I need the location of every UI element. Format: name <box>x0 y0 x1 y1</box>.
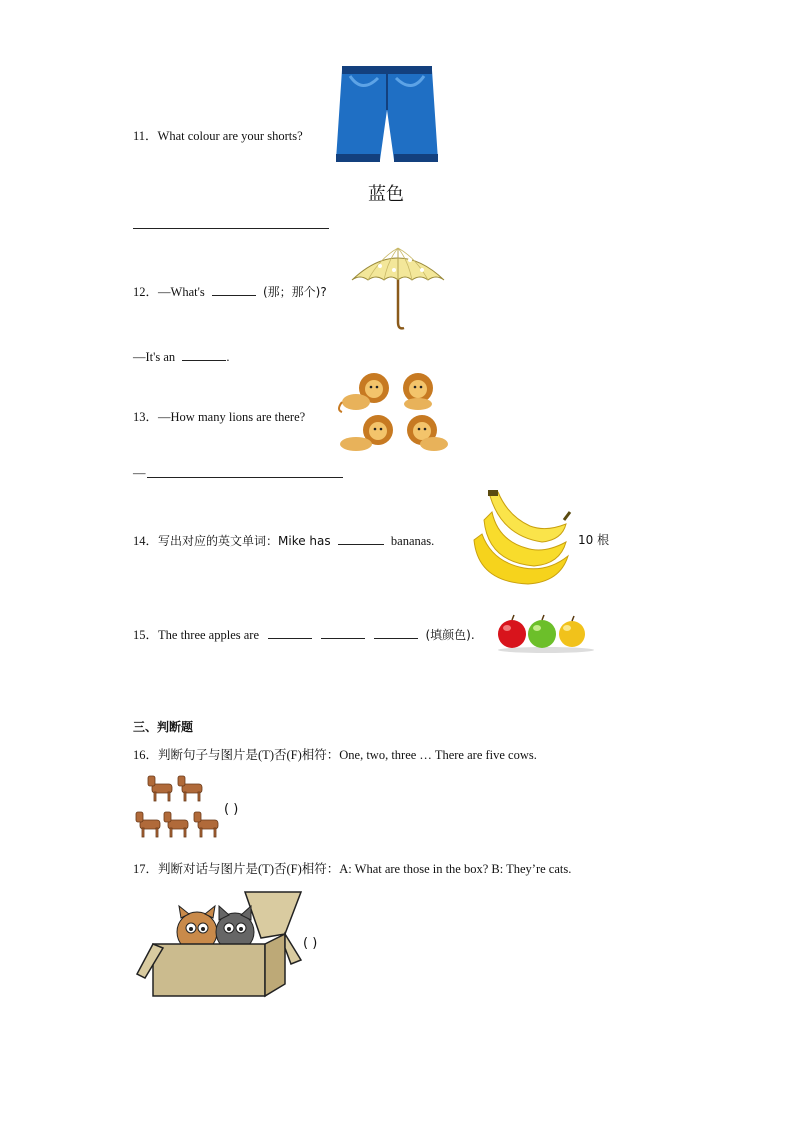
q12-prefix: —What's <box>158 285 205 299</box>
section-title: 三、判断题 <box>133 720 194 734</box>
horses-image <box>134 772 224 842</box>
q12-answer-suffix: . <box>226 350 230 364</box>
q11-caption: 蓝色 <box>368 184 404 205</box>
q13-answer-prefix: — <box>133 466 146 480</box>
q11-line <box>133 126 303 144</box>
q12-answer-line <box>133 348 229 365</box>
q15-hint: (填颜色). <box>425 628 475 642</box>
q11-number: 11． <box>133 129 158 143</box>
q11-question: What colour are your shorts? <box>157 129 303 143</box>
q15-prefix: The three apples are <box>158 628 259 642</box>
shorts-image <box>332 64 442 176</box>
lions-image <box>334 372 452 454</box>
q15-blank-2[interactable] <box>321 626 365 639</box>
q12-answer-prefix: —It's an <box>133 350 176 364</box>
q17-number: 17． <box>133 862 159 876</box>
q12-answer-blank[interactable] <box>182 348 226 361</box>
cats-in-box-image <box>135 888 301 1000</box>
bananas-image <box>468 490 572 586</box>
q16-text: 判断句子与图片是(T)否(F)相符：One, two, three … There are five cows. <box>158 748 537 762</box>
q12-line <box>133 282 327 300</box>
q13-line <box>133 407 305 425</box>
q15-blank-1[interactable] <box>268 626 312 639</box>
q12-blank[interactable] <box>212 283 256 296</box>
q16-number: 16． <box>133 748 159 762</box>
q14-suffix: bananas. <box>390 534 435 548</box>
q14-caption: 10 根 <box>578 533 610 547</box>
q17-answer-paren[interactable]: ( ) <box>303 936 318 951</box>
q11-answer-line[interactable] <box>133 228 329 229</box>
q15-number: 15． <box>133 628 159 642</box>
q17-text: 判断对话与图片是(T)否(F)相符：A: What are those in the box? B: They’re cats. <box>158 862 572 876</box>
q14-number: 14． <box>133 534 159 548</box>
q16-line <box>133 745 537 763</box>
q14-blank[interactable] <box>338 532 384 545</box>
q17-line <box>133 859 571 877</box>
q12-hint: (那；那个)? <box>262 285 327 299</box>
q13-number: 13． <box>133 410 159 424</box>
q13-question: —How many lions are there? <box>158 410 306 424</box>
q14-line <box>133 531 434 549</box>
q16-answer-paren[interactable]: ( ) <box>224 802 239 817</box>
q13-answer-line[interactable] <box>147 477 343 478</box>
q14-prefix: 写出对应的英文单词：Mike has <box>158 534 331 548</box>
umbrella-image <box>350 246 446 332</box>
q15-blank-3[interactable] <box>374 626 418 639</box>
q15-line <box>133 625 475 643</box>
apples-image <box>496 614 598 654</box>
q12-number: 12． <box>133 285 159 299</box>
